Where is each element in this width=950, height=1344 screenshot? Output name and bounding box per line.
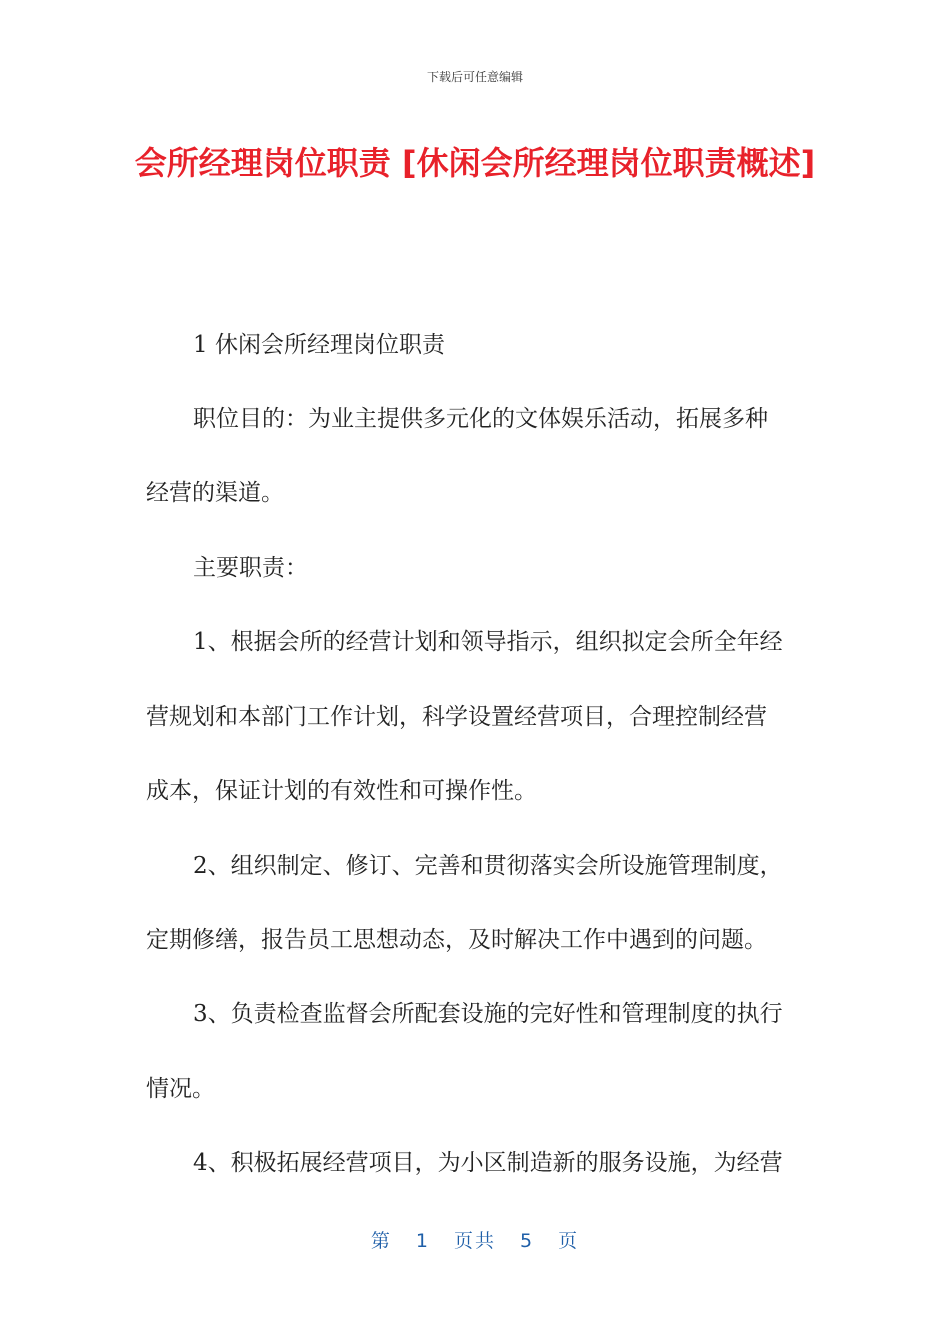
paragraph-line: 情况。 [146,1076,215,1102]
document-title: 会所经理岗位职责 [休闲会所经理岗位职责概述] [134,144,816,182]
paragraph-line: 1 休闲会所经理岗位职责 [193,332,445,358]
paragraph-line: 职位目的：为业主提供多元化的文体娱乐活动，拓展多种 [193,406,768,432]
paragraph-line: 经营的渠道。 [146,480,284,506]
paragraph-line: 1、根据会所的经营计划和领导指示，组织拟定会所全年经 [193,629,783,655]
paragraph-line: 定期修缮，报告员工思想动态，及时解决工作中遇到的问题。 [146,927,767,953]
footer-page-number: 1 [415,1230,430,1252]
paragraph-line: 主要职责： [193,555,308,581]
footer-suffix: 页 [558,1230,580,1252]
footer-total-pages: 5 [520,1230,535,1252]
footer-prefix: 第 [370,1230,392,1252]
footer-middle: 页共 [453,1230,496,1252]
paragraph-line: 3、负责检查监督会所配套设施的完好性和管理制度的执行 [193,1001,783,1027]
paragraph-line: 营规划和本部门工作计划，科学设置经营项目，合理控制经营 [146,704,767,730]
paragraph-line: 2、组织制定、修订、完善和贯彻落实会所设施管理制度， [193,853,783,879]
paragraph-line: 4、积极拓展经营项目，为小区制造新的服务设施，为经营 [193,1150,783,1176]
paragraph-line: 成本，保证计划的有效性和可操作性。 [146,778,537,804]
header-note: 下载后可任意编辑 [426,70,523,84]
page-footer [0,1226,950,1253]
